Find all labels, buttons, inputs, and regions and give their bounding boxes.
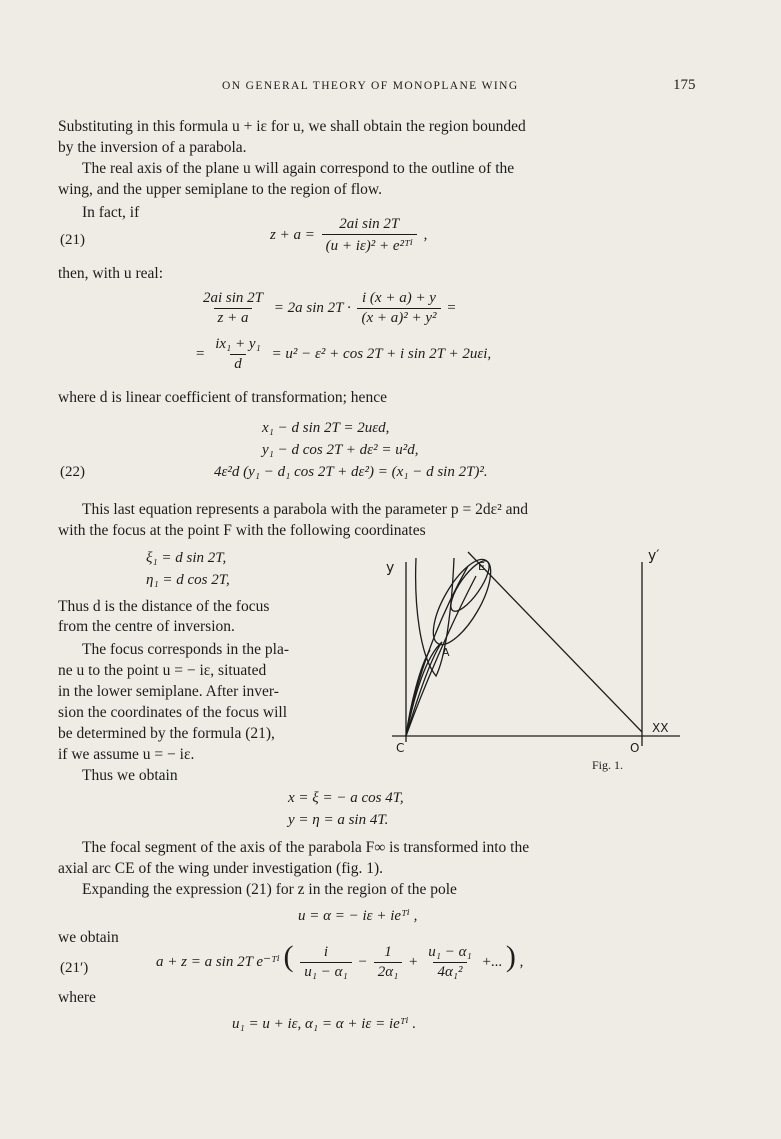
numerator: ix₁ + y₁	[215, 336, 261, 352]
paragraph-line: The focus corresponds in the pla-	[82, 641, 290, 658]
paragraph-line: where	[58, 989, 96, 1006]
fraction	[300, 944, 351, 981]
eq-minus: −	[358, 954, 367, 970]
label-O: O	[630, 741, 640, 755]
label-E: E	[478, 560, 485, 573]
equation-line: y = η = a sin 4T.	[288, 812, 389, 828]
paragraph-line: Expanding the expression (21) for z in the region of the pole	[82, 881, 457, 898]
paragraph-line: ne u to the point u = − iε, situated	[58, 662, 267, 679]
eq-plus: +	[409, 954, 418, 970]
figure-1	[380, 546, 700, 778]
denominator: u₁ − α₁	[300, 962, 351, 981]
label-A: A	[442, 646, 450, 659]
eq-comma: ,	[423, 226, 428, 243]
eq-lhs: a + z = a sin 2T e⁻ᵀⁱ	[156, 954, 280, 970]
fraction	[322, 216, 417, 255]
denominator: 4α₁²	[433, 962, 466, 981]
paragraph-line: we obtain	[58, 929, 119, 946]
page-number: 175	[673, 77, 696, 93]
fraction	[199, 290, 267, 327]
paragraph-line: from the centre of inversion.	[58, 618, 235, 635]
equation-line: η₁ = d cos 2T,	[146, 572, 230, 588]
eq-comma: ,	[519, 954, 524, 970]
paragraph-line: then, with u real:	[58, 265, 164, 282]
paragraph-line: sion the coordinates of the focus will	[58, 704, 288, 721]
denominator: (u + iε)² + e²ᵀⁱ	[322, 234, 417, 255]
numerator: i (x + a) + y	[362, 290, 436, 306]
label-yprime: y′	[648, 548, 660, 564]
equation-line: x₁ − d sin 2T = 2uεd,	[262, 420, 390, 436]
denominator: 2α₁	[374, 962, 403, 981]
denominator: d	[230, 354, 246, 373]
left-paren: (	[283, 940, 294, 973]
paragraph-line: The real axis of the plane u will again correspond to the outline of the	[82, 160, 515, 177]
equation-line: 4ε²d (y₁ − d₁ cos 2T + dε²) = (x₁ − d sin 2T)².	[214, 464, 488, 480]
label-y: y	[386, 560, 395, 576]
denominator: (x + a)² + y²	[357, 308, 440, 327]
right-paren: )	[505, 940, 516, 973]
equation-21-prime	[156, 942, 523, 981]
paragraph-line: The focal segment of the axis of the parabola F∞ is transformed into the	[82, 839, 530, 856]
eq-tail: +...	[482, 954, 503, 970]
paragraph-line: wing, and the upper semiplane to the region of flow.	[58, 181, 382, 198]
paragraph-line: Thus d is the distance of the focus	[58, 598, 270, 615]
numerator: 2ai sin 2T	[339, 216, 400, 232]
paragraph-line: in the lower semiplane. After inver-	[58, 683, 279, 700]
figure-caption: Fig. 1.	[592, 758, 624, 772]
paragraph-line: Thus we obtain	[82, 767, 178, 784]
eq-mid: = 2a sin 2T ·	[273, 299, 351, 316]
numerator: 1	[384, 944, 392, 961]
chord-line	[468, 552, 642, 732]
fraction	[374, 944, 403, 981]
fraction	[357, 290, 440, 327]
running-title: ON GENERAL THEORY OF MONOPLANE WING	[222, 80, 519, 92]
numerator: 2ai sin 2T	[203, 290, 264, 306]
paragraph-line: with the focus at the point F with the following coordinates	[58, 522, 426, 539]
paragraph-line: if we assume u = − iε.	[58, 746, 195, 763]
equation-line: u = α = − iε + ieᵀⁱ ,	[298, 908, 418, 924]
fraction	[424, 944, 475, 981]
eq-rest: = u² − ε² + cos 2T + i sin 2T + 2uεi,	[271, 345, 492, 362]
equation-line: ξ₁ = d sin 2T,	[146, 550, 227, 566]
fraction	[211, 336, 265, 373]
numerator: u₁ − α₁	[428, 944, 472, 961]
label-XX: XX	[652, 721, 669, 735]
eq-equals: =	[196, 345, 205, 362]
equation-21	[270, 216, 427, 255]
paragraph-line: axial arc CE of the wing under investigation (fig. 1).	[58, 860, 383, 877]
equation-number: (22)	[60, 464, 85, 480]
equation-line: u₁ = u + iε, α₁ = α + iε = ieᵀⁱ .	[232, 1016, 417, 1032]
paragraph-line: where d is linear coefficient of transformation; hence	[58, 389, 387, 406]
numerator: i	[323, 944, 329, 961]
equation-line: x = ξ = − a cos 4T,	[288, 790, 404, 806]
denominator: z + a	[214, 308, 253, 327]
equation-number: (21)	[60, 232, 85, 248]
paragraph-line: be determined by the formula (21),	[58, 725, 275, 742]
equation-line: y₁ − d cos 2T + dε² = u²d,	[262, 442, 419, 458]
label-C: C	[396, 741, 405, 755]
paragraph-line: In fact, if	[82, 204, 140, 221]
equation-number: (21′)	[60, 960, 89, 976]
equation-inversion	[196, 290, 456, 327]
eq-equals: =	[447, 299, 456, 316]
eq-lhs: z + a =	[270, 226, 315, 243]
paragraph-line: This last equation represents a parabola with the parameter p = 2dε² and	[82, 501, 528, 518]
paragraph-line: by the inversion of a parabola.	[58, 139, 247, 156]
equation-components	[196, 336, 491, 373]
paragraph-line: Substituting in this formula u + iε for u, we shall obtain the region bounded	[58, 118, 526, 135]
